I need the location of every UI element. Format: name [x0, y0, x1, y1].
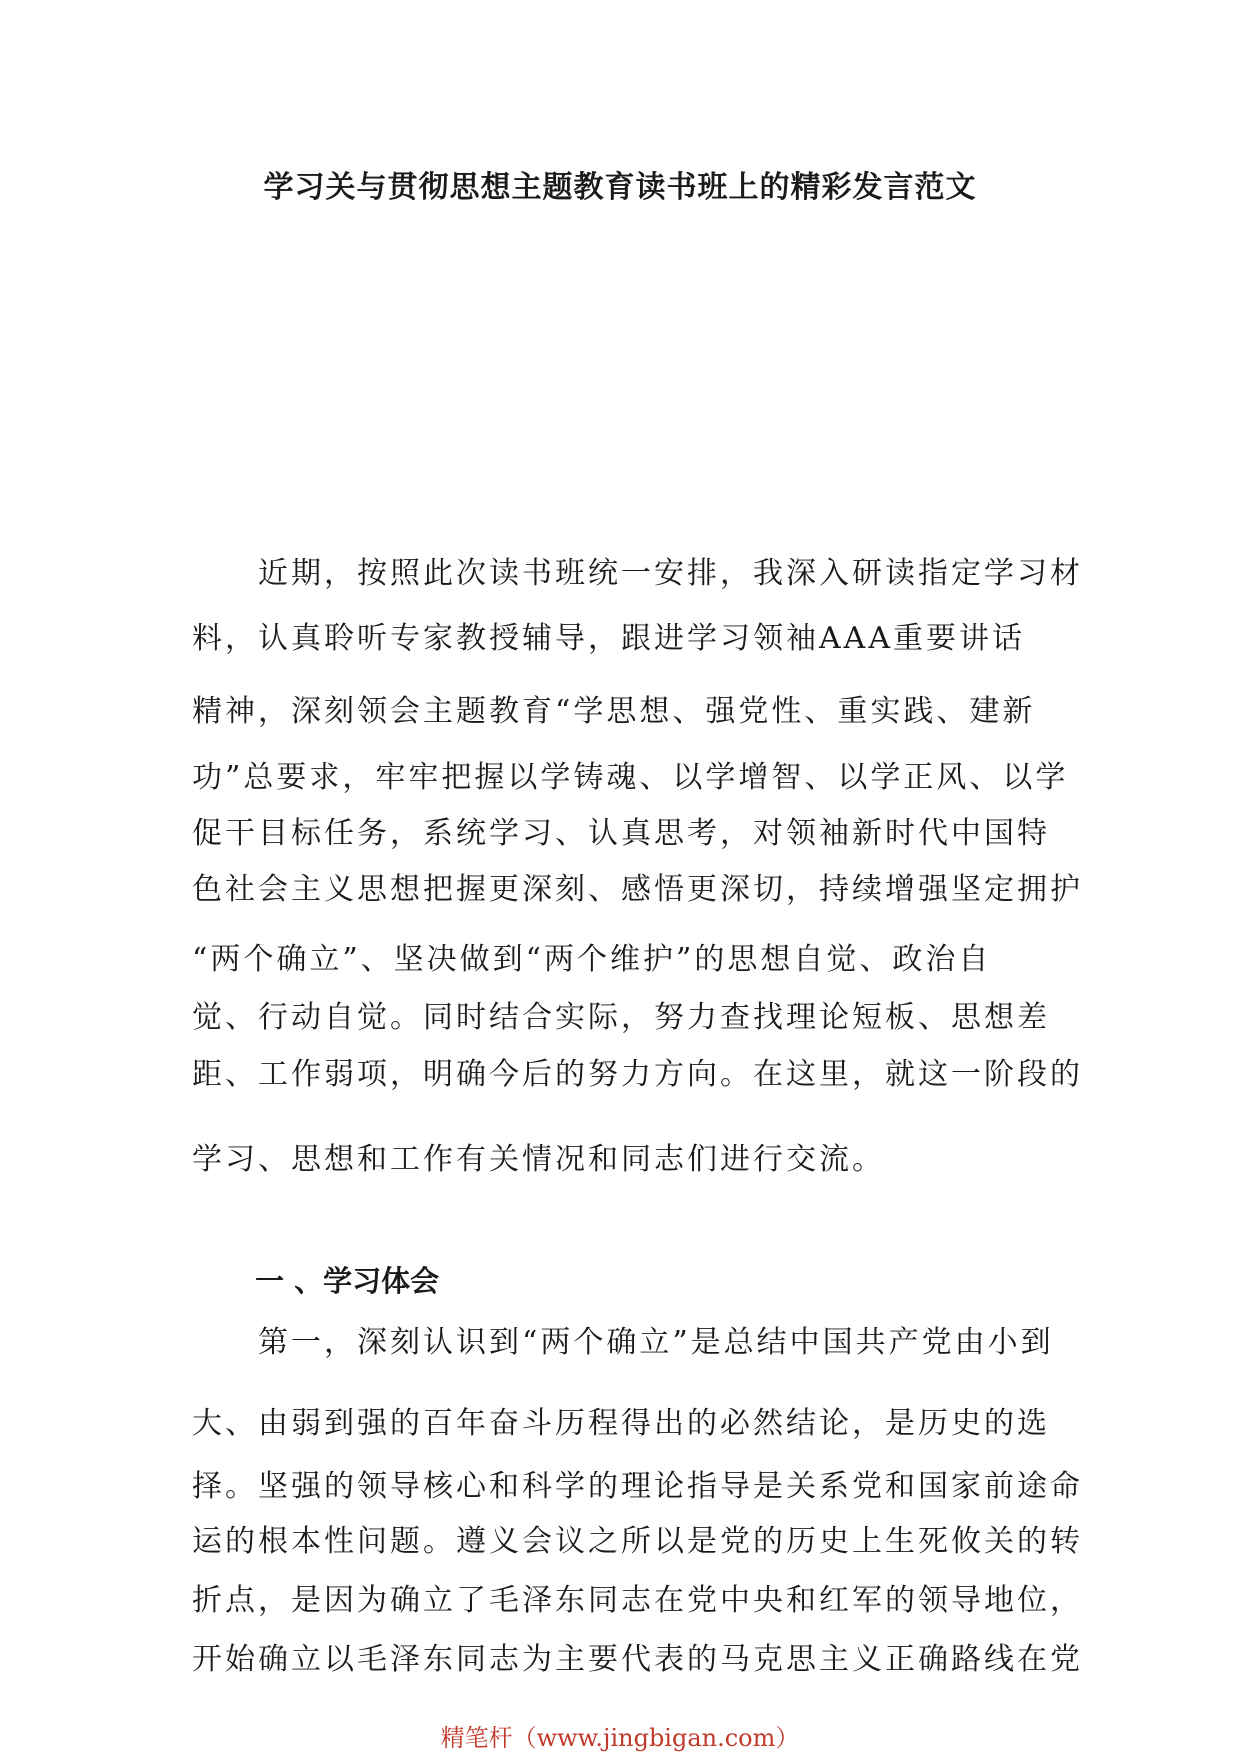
paragraph-line: 料，认真聆听专家教授辅导，跟进学习领袖AAA重要讲话 — [192, 621, 1025, 656]
section-heading: 一 、学习体会 — [255, 1264, 440, 1298]
paragraph-line: 精神，深刻领会主题教育“学思想、强党性、重实践、建新 — [192, 694, 1036, 729]
paragraph-line: 觉、行动自觉。同时结合实际，努力查找理论短板、思想差 — [192, 1000, 1050, 1035]
paragraph-line: 近期，按照此次读书班统一安排，我深入研读指定学习材 — [192, 556, 1083, 591]
paragraph-line: 距、工作弱项，明确今后的努力方向。在这里，就这一阶段的 — [192, 1057, 1083, 1092]
footer-watermark: 精笔杆（www.jingbigan.com） — [440, 1724, 800, 1752]
paragraph-line: 大、由弱到强的百年奋斗历程得出的必然结论，是历史的选 — [192, 1406, 1050, 1441]
paragraph-line: 促干目标任务，系统学习、认真思考，对领袖新时代中国特 — [192, 816, 1050, 851]
paragraph-line: 学习、思想和工作有关情况和同志们进行交流。 — [192, 1142, 885, 1177]
paragraph-line: 第一，深刻认识到“两个确立”是总结中国共产党由小到 — [192, 1325, 1054, 1360]
paragraph-line: 开始确立以毛泽东同志为主要代表的马克思主义正确路线在党 — [192, 1642, 1083, 1677]
document-title: 学习关与贯彻思想主题教育读书班上的精彩发言范文 — [263, 170, 977, 205]
paragraph-line: “两个确立”、坚决做到“两个维护”的思想自觉、政治自 — [192, 942, 992, 977]
paragraph-line: 择。坚强的领导核心和科学的理论指导是关系党和国家前途命 — [192, 1469, 1083, 1504]
paragraph-line: 色社会主义思想把握更深刻、感悟更深切，持续增强坚定拥护 — [192, 872, 1083, 907]
paragraph-line: 功”总要求，牢牢把握以学铸魂、以学增智、以学正风、以学 — [192, 760, 1069, 795]
paragraph-line: 折点，是因为确立了毛泽东同志在党中央和红军的领导地位， — [192, 1583, 1083, 1618]
paragraph-line: 运的根本性问题。遵义会议之所以是党的历史上生死攸关的转 — [192, 1524, 1083, 1559]
